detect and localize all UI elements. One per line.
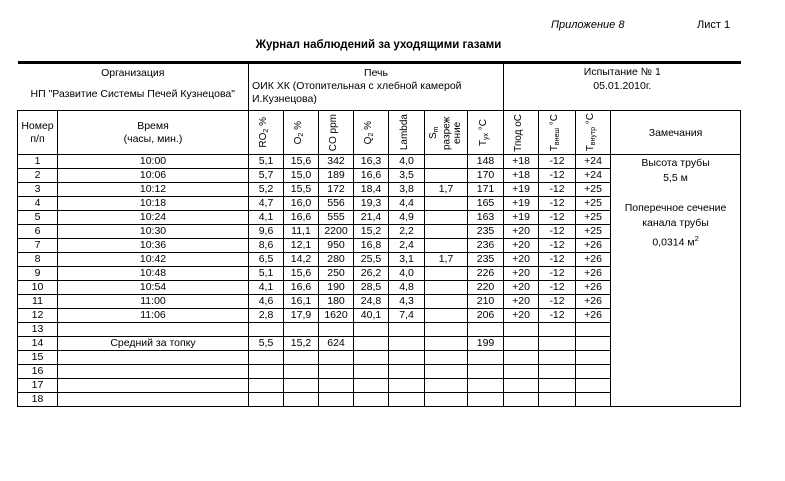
cell-num: 15 xyxy=(18,351,58,365)
cell-q2 xyxy=(354,337,389,351)
cell-tpod xyxy=(504,365,539,379)
cell-tux: 165 xyxy=(468,197,504,211)
notes-cell xyxy=(611,155,741,407)
cell-q2 xyxy=(354,365,389,379)
cell-tpod: +20 xyxy=(504,295,539,309)
cell-num: 7 xyxy=(18,239,58,253)
cell-time: 10:18 xyxy=(58,197,249,211)
cell-co: 556 xyxy=(319,197,354,211)
cell-num: 11 xyxy=(18,295,58,309)
cell-q2 xyxy=(354,379,389,393)
cell-tpod xyxy=(504,323,539,337)
cell-tvnesh xyxy=(539,351,576,365)
cell-co: 342 xyxy=(319,155,354,169)
cell-tpod: +19 xyxy=(504,183,539,197)
cell-o2: 15,0 xyxy=(284,169,319,183)
cell-sm xyxy=(425,155,468,169)
cell-o2: 16,6 xyxy=(284,281,319,295)
cell-co: 280 xyxy=(319,253,354,267)
cell-tvnesh: -12 xyxy=(539,253,576,267)
cell-lambda xyxy=(389,337,425,351)
sheet-label: Лист 1 xyxy=(697,19,731,31)
cell-num: 5 xyxy=(18,211,58,225)
cell-q2: 21,4 xyxy=(354,211,389,225)
cell-q2: 16,8 xyxy=(354,239,389,253)
rotated-label-sm: $S_m$ разреж ение xyxy=(427,115,463,150)
cell-time xyxy=(58,351,249,365)
cell-ro2: 5,5 xyxy=(249,337,284,351)
cell-tux xyxy=(468,365,504,379)
cell-tux: 170 xyxy=(468,169,504,183)
cell-num: 8 xyxy=(18,253,58,267)
cell-tvnutr: +26 xyxy=(576,267,611,281)
organization-cell xyxy=(18,63,249,111)
cell-tvnesh: -12 xyxy=(539,211,576,225)
cell-sm xyxy=(425,225,468,239)
cell-sm xyxy=(425,197,468,211)
col-header-sm xyxy=(425,111,468,155)
rotated-label-lambda: Lambda xyxy=(398,114,410,151)
cell-tux: 226 xyxy=(468,267,504,281)
cell-tux: 199 xyxy=(468,337,504,351)
cell-sm xyxy=(425,365,468,379)
cell-sm xyxy=(425,211,468,225)
cell-tvnutr: +26 xyxy=(576,295,611,309)
cell-time: 11:00 xyxy=(58,295,249,309)
cell-o2: 16,0 xyxy=(284,197,319,211)
cell-tvnesh: -12 xyxy=(539,183,576,197)
furnace-label: Печь xyxy=(364,67,388,79)
cell-o2: 16,6 xyxy=(284,211,319,225)
cell-num: 10 xyxy=(18,281,58,295)
rotated-label-tvnutr: $Т_{внутр}$ °C xyxy=(585,113,598,152)
cell-time: Средний за топку xyxy=(58,337,249,351)
cell-ro2: 5,1 xyxy=(249,267,284,281)
cell-num: 17 xyxy=(18,379,58,393)
cell-q2: 18,4 xyxy=(354,183,389,197)
rotated-label-ro2: $RO_2$ % xyxy=(258,117,271,148)
cell-tpod: +20 xyxy=(504,239,539,253)
cell-tpod: +20 xyxy=(504,281,539,295)
cell-tux xyxy=(468,351,504,365)
cell-co: 180 xyxy=(319,295,354,309)
cell-lambda xyxy=(389,379,425,393)
cell-q2: 19,3 xyxy=(354,197,389,211)
cell-tpod xyxy=(504,393,539,407)
cell-time xyxy=(58,323,249,337)
cell-num: 12 xyxy=(18,309,58,323)
cell-tvnutr: +25 xyxy=(576,225,611,239)
cell-co xyxy=(319,365,354,379)
col-header-o2 xyxy=(284,111,319,155)
cell-time: 10:12 xyxy=(58,183,249,197)
cell-time: 10:48 xyxy=(58,267,249,281)
cell-co: 190 xyxy=(319,281,354,295)
cell-tux: 235 xyxy=(468,253,504,267)
cell-ro2: 5,1 xyxy=(249,155,284,169)
cell-lambda xyxy=(389,365,425,379)
cell-tux: 206 xyxy=(468,309,504,323)
cell-lambda: 3,1 xyxy=(389,253,425,267)
cell-tpod: +20 xyxy=(504,225,539,239)
cell-time: 10:42 xyxy=(58,253,249,267)
cell-lambda: 4,4 xyxy=(389,197,425,211)
furnace-name-line1: ОИК ХК (Отопительная с хлебной камерой xyxy=(252,80,462,92)
cell-o2: 17,9 xyxy=(284,309,319,323)
cell-sm xyxy=(425,309,468,323)
cell-co: 555 xyxy=(319,211,354,225)
note-line: канала трубы xyxy=(642,217,709,229)
cell-tvnutr: +24 xyxy=(576,155,611,169)
rotated-label-co: CO ppm xyxy=(328,113,340,152)
cell-tvnutr: +26 xyxy=(576,239,611,253)
rotated-label-q2: $Q_2$ % xyxy=(363,120,376,145)
cell-tvnutr xyxy=(576,365,611,379)
cell-sm xyxy=(425,267,468,281)
cell-q2 xyxy=(354,351,389,365)
cell-sm xyxy=(425,337,468,351)
cell-time xyxy=(58,379,249,393)
rotated-label-o2: $O_2$ % xyxy=(293,120,306,145)
cell-sm xyxy=(425,239,468,253)
cell-ro2: 4,1 xyxy=(249,281,284,295)
cell-num: 14 xyxy=(18,337,58,351)
cell-q2: 40,1 xyxy=(354,309,389,323)
cell-tvnesh: -12 xyxy=(539,169,576,183)
cell-o2: 11,1 xyxy=(284,225,319,239)
cell-q2: 25,5 xyxy=(354,253,389,267)
cell-tvnesh: -12 xyxy=(539,225,576,239)
cell-num: 1 xyxy=(18,155,58,169)
test-cell xyxy=(504,63,741,111)
cell-lambda: 4,0 xyxy=(389,267,425,281)
cell-time: 10:36 xyxy=(58,239,249,253)
cell-time: 10:24 xyxy=(58,211,249,225)
cell-tvnesh xyxy=(539,337,576,351)
col-header-notes: Замечания xyxy=(611,111,741,155)
cell-ro2: 5,7 xyxy=(249,169,284,183)
cell-num: 2 xyxy=(18,169,58,183)
cell-tvnutr xyxy=(576,323,611,337)
cell-time: 11:06 xyxy=(58,309,249,323)
cell-ro2: 2,8 xyxy=(249,309,284,323)
rotated-label-tpod: Тпод оС xyxy=(513,113,525,152)
cell-tvnutr: +26 xyxy=(576,253,611,267)
cell-o2: 15,6 xyxy=(284,267,319,281)
cell-tux: 163 xyxy=(468,211,504,225)
table-row xyxy=(18,155,741,169)
cell-num: 3 xyxy=(18,183,58,197)
cell-tpod: +18 xyxy=(504,169,539,183)
cell-co: 1620 xyxy=(319,309,354,323)
furnace-name-line2: И.Кузнецова) xyxy=(252,93,317,105)
cell-lambda: 4,3 xyxy=(389,295,425,309)
cell-tpod xyxy=(504,379,539,393)
organization-label: Организация xyxy=(101,67,165,79)
note-line: Поперечное сечение xyxy=(624,202,727,214)
cell-tvnesh: -12 xyxy=(539,295,576,309)
cell-tvnutr xyxy=(576,379,611,393)
col-header-time xyxy=(58,111,249,155)
cell-co: 2200 xyxy=(319,225,354,239)
cell-tux xyxy=(468,323,504,337)
cell-tvnesh xyxy=(539,365,576,379)
col-header-tvnutr xyxy=(576,111,611,155)
page-title: Журнал наблюдений за уходящими газами xyxy=(255,39,502,51)
cell-tvnesh xyxy=(539,393,576,407)
cell-ro2 xyxy=(249,365,284,379)
cell-tvnesh xyxy=(539,323,576,337)
cell-tux xyxy=(468,379,504,393)
observation-table xyxy=(17,61,741,407)
cell-tpod: +19 xyxy=(504,197,539,211)
cell-num: 13 xyxy=(18,323,58,337)
cell-o2: 15,6 xyxy=(284,155,319,169)
cell-sm: 1,7 xyxy=(425,183,468,197)
col-header-num-line1: Номер xyxy=(21,119,54,132)
cell-lambda: 4,8 xyxy=(389,281,425,295)
cell-q2: 26,2 xyxy=(354,267,389,281)
cell-tpod: +20 xyxy=(504,309,539,323)
cell-tvnesh: -12 xyxy=(539,309,576,323)
test-number: Испытание № 1 xyxy=(583,66,661,78)
rotated-label-tux: $Т_{ух}$ °C xyxy=(477,118,490,147)
cell-lambda: 2,4 xyxy=(389,239,425,253)
cell-sm: 1,7 xyxy=(425,253,468,267)
col-header-num xyxy=(18,111,58,155)
cell-tvnutr xyxy=(576,393,611,407)
appendix-label: Приложение 8 xyxy=(551,19,625,31)
col-header-time-line1: Время xyxy=(137,119,169,132)
cell-co: 250 xyxy=(319,267,354,281)
cell-ro2: 4,7 xyxy=(249,197,284,211)
cell-tvnutr xyxy=(576,351,611,365)
cell-sm xyxy=(425,323,468,337)
cell-tux: 171 xyxy=(468,183,504,197)
cell-num: 4 xyxy=(18,197,58,211)
col-header-time-line2: (часы, мин.) xyxy=(123,132,183,145)
cell-co: 950 xyxy=(319,239,354,253)
cell-lambda: 2,2 xyxy=(389,225,425,239)
cell-tvnutr: +24 xyxy=(576,169,611,183)
cell-time xyxy=(58,365,249,379)
cell-o2: 14,2 xyxy=(284,253,319,267)
note-line-area: 0,0314 $м^2$ xyxy=(652,234,699,249)
cell-tvnutr: +25 xyxy=(576,183,611,197)
cell-tpod: +20 xyxy=(504,253,539,267)
cell-time xyxy=(58,393,249,407)
cell-q2 xyxy=(354,323,389,337)
cell-co: 624 xyxy=(319,337,354,351)
cell-lambda: 3,5 xyxy=(389,169,425,183)
cell-o2 xyxy=(284,365,319,379)
cell-ro2 xyxy=(249,379,284,393)
col-header-ro2 xyxy=(249,111,284,155)
cell-tpod xyxy=(504,351,539,365)
cell-ro2: 6,5 xyxy=(249,253,284,267)
cell-num: 18 xyxy=(18,393,58,407)
note-line: Высота трубы xyxy=(641,157,710,169)
cell-o2 xyxy=(284,351,319,365)
cell-ro2: 5,2 xyxy=(249,183,284,197)
cell-o2 xyxy=(284,379,319,393)
cell-o2: 16,1 xyxy=(284,295,319,309)
cell-ro2: 8,6 xyxy=(249,239,284,253)
cell-num: 6 xyxy=(18,225,58,239)
cell-tvnesh: -12 xyxy=(539,267,576,281)
col-header-tpod xyxy=(504,111,539,155)
cell-lambda xyxy=(389,323,425,337)
cell-tpod: +20 xyxy=(504,267,539,281)
cell-o2 xyxy=(284,323,319,337)
cell-tvnesh xyxy=(539,379,576,393)
cell-co xyxy=(319,323,354,337)
cell-tux: 210 xyxy=(468,295,504,309)
cell-num: 9 xyxy=(18,267,58,281)
cell-lambda: 4,9 xyxy=(389,211,425,225)
cell-tvnesh: -12 xyxy=(539,239,576,253)
cell-tux: 236 xyxy=(468,239,504,253)
cell-sm xyxy=(425,169,468,183)
note-line xyxy=(611,186,740,201)
cell-sm xyxy=(425,295,468,309)
cell-co xyxy=(319,393,354,407)
cell-co xyxy=(319,379,354,393)
cell-tpod: +19 xyxy=(504,211,539,225)
cell-time: 10:54 xyxy=(58,281,249,295)
cell-tvnesh: -12 xyxy=(539,281,576,295)
header-row xyxy=(18,111,741,155)
cell-lambda: 3,8 xyxy=(389,183,425,197)
cell-q2 xyxy=(354,393,389,407)
cell-tvnutr xyxy=(576,337,611,351)
cell-tux: 220 xyxy=(468,281,504,295)
cell-ro2: 4,1 xyxy=(249,211,284,225)
cell-q2: 15,2 xyxy=(354,225,389,239)
cell-time: 10:00 xyxy=(58,155,249,169)
cell-lambda xyxy=(389,393,425,407)
cell-tvnesh: -12 xyxy=(539,155,576,169)
cell-ro2 xyxy=(249,393,284,407)
cell-tux: 235 xyxy=(468,225,504,239)
cell-time: 10:30 xyxy=(58,225,249,239)
cell-ro2 xyxy=(249,351,284,365)
col-header-tvnesh xyxy=(539,111,576,155)
cell-o2 xyxy=(284,393,319,407)
cell-co xyxy=(319,351,354,365)
cell-lambda: 7,4 xyxy=(389,309,425,323)
cell-sm xyxy=(425,281,468,295)
col-header-lambda xyxy=(389,111,425,155)
col-header-tux xyxy=(468,111,504,155)
rotated-label-tvnesh: $Т_{внеш}$ °C xyxy=(549,113,562,152)
col-header-q2 xyxy=(354,111,389,155)
organization-name: НП "Развитие Системы Печей Кузнецова" xyxy=(30,88,235,100)
cell-tux xyxy=(468,393,504,407)
col-header-co xyxy=(319,111,354,155)
cell-lambda: 4,0 xyxy=(389,155,425,169)
cell-tux: 148 xyxy=(468,155,504,169)
cell-sm xyxy=(425,379,468,393)
cell-sm xyxy=(425,393,468,407)
cell-ro2: 9,6 xyxy=(249,225,284,239)
cell-o2: 15,2 xyxy=(284,337,319,351)
cell-o2: 12,1 xyxy=(284,239,319,253)
cell-co: 172 xyxy=(319,183,354,197)
cell-tvnutr: +25 xyxy=(576,197,611,211)
cell-q2: 24,8 xyxy=(354,295,389,309)
cell-tvnutr: +25 xyxy=(576,211,611,225)
cell-num: 16 xyxy=(18,365,58,379)
cell-tvnutr: +26 xyxy=(576,309,611,323)
cell-ro2: 4,6 xyxy=(249,295,284,309)
cell-sm xyxy=(425,351,468,365)
col-header-num-line2: п/п xyxy=(30,132,45,145)
cell-time: 10:06 xyxy=(58,169,249,183)
cell-co: 189 xyxy=(319,169,354,183)
furnace-cell xyxy=(249,63,504,111)
cell-q2: 16,6 xyxy=(354,169,389,183)
cell-q2: 16,3 xyxy=(354,155,389,169)
test-date: 05.01.2010г. xyxy=(593,80,652,92)
cell-ro2 xyxy=(249,323,284,337)
info-row xyxy=(18,63,741,111)
cell-tvnutr: +26 xyxy=(576,281,611,295)
cell-o2: 15,5 xyxy=(284,183,319,197)
note-line: 5,5 м xyxy=(663,172,688,184)
cell-tvnesh: -12 xyxy=(539,197,576,211)
cell-tpod xyxy=(504,337,539,351)
cell-lambda xyxy=(389,351,425,365)
cell-q2: 28,5 xyxy=(354,281,389,295)
cell-tpod: +18 xyxy=(504,155,539,169)
